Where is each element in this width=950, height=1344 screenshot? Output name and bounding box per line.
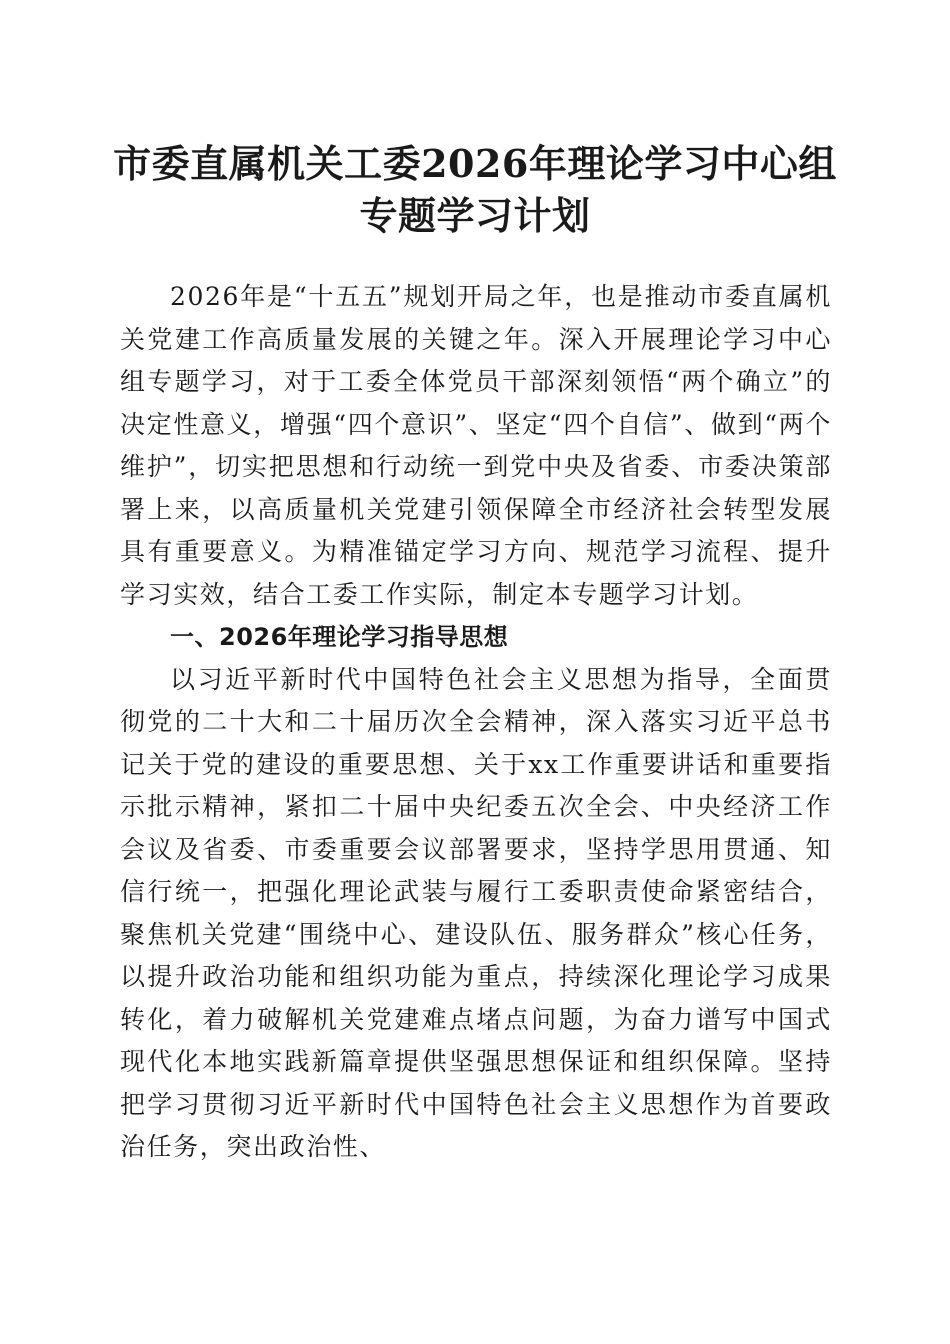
section-heading-guiding-thought: 一、2026年理论学习指导思想 bbox=[170, 623, 509, 651]
document-title: 市委直属机关工委2026年理论学习中心组专题学习计划 bbox=[113, 141, 837, 238]
guiding-thought-paragraph: 以习近平新时代中国特色社会主义思想为指导，全面贯彻党的二十大和二十届历次全会精神，深入落实习近平总书记关于党的建设的重要思想、关于xx工作重要讲话和重要指示批示精神，紧扣二十届中央纪委五次全会、中央经济工作会议及省委、市委重要会议部署要求，坚持学思用贯通、知信行统一，把强化理论武装与履行工委职责使命紧密结合，聚焦机关党建“围绕中心、建设队伍、服务群众”核心任务，以提升政治功能和组织功能为重点，持续深化理论学习成果转化，着力破解机关党建难点堵点问题，为奋力谱写中国式现代化本地实践新篇章提供坚强思想保证和组织保障。坚持把学习贯彻习近平新时代中国特色社会主义思想作为首要政治任务，突出政治性、 bbox=[120, 664, 832, 1161]
intro-paragraph: 2026年是“十五五”规划开局之年，也是推动市委直属机关党建工作高质量发展的关键之年。深入开展理论学习中心组专题学习，对于工委全体党员干部深刻领悟“两个确立”的决定性意义，增强“四个意识”、坚定“四个自信”、做到“两个维护”，切实把思想和行动统一到党中央及省委、市委决策部署上来，以高质量机关党建引领保障全市经济社会转型发展具有重要意义。为精准锚定学习方向、规范学习流程、提升学习实效，结合工委工作实际，制定本专题学习计划。 bbox=[120, 282, 832, 609]
document-body bbox=[120, 276, 832, 1169]
